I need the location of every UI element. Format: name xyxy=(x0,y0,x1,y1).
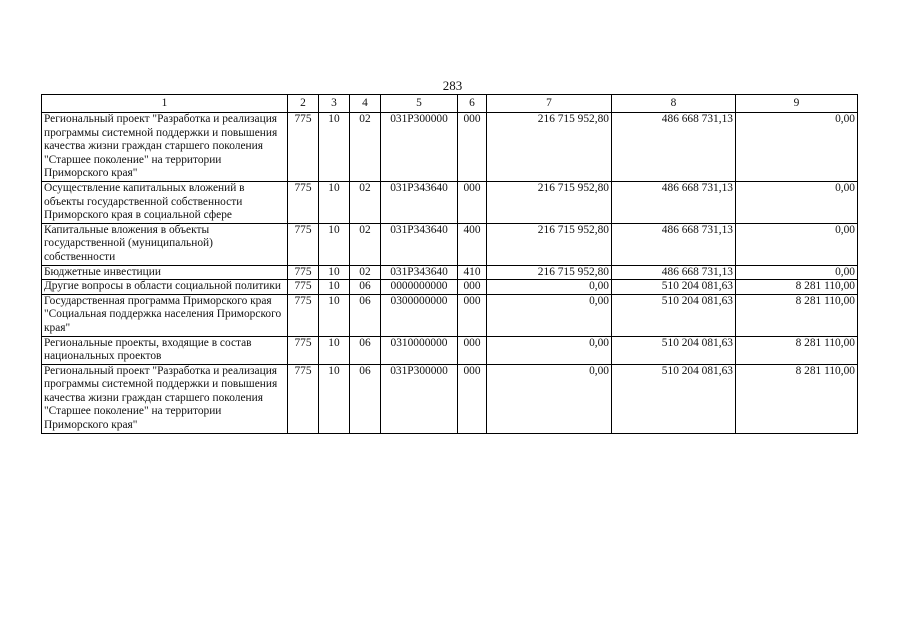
column-header: 1 xyxy=(42,95,288,113)
cell-c9: 0,00 xyxy=(736,181,858,223)
row-name: Капитальные вложения в объекты государственной (муниципальной) собственности xyxy=(42,223,288,265)
cell-c4: 02 xyxy=(350,265,381,280)
cell-c9: 8 281 110,00 xyxy=(736,280,858,295)
cell-c2: 775 xyxy=(288,265,319,280)
cell-c6: 400 xyxy=(458,223,487,265)
cell-c3: 10 xyxy=(319,181,350,223)
cell-c3: 10 xyxy=(319,280,350,295)
table-row xyxy=(42,336,858,364)
cell-c7: 0,00 xyxy=(487,336,612,364)
column-header: 3 xyxy=(319,95,350,113)
cell-c8: 486 668 731,13 xyxy=(612,265,736,280)
cell-c9: 0,00 xyxy=(736,265,858,280)
cell-c6: 410 xyxy=(458,265,487,280)
table-row xyxy=(42,181,858,223)
cell-c3: 10 xyxy=(319,113,350,182)
cell-c7: 0,00 xyxy=(487,364,612,433)
row-name: Государственная программа Приморского края "Социальная поддержка населения Приморского края" xyxy=(42,294,288,336)
column-header: 8 xyxy=(612,95,736,113)
cell-c4: 02 xyxy=(350,181,381,223)
cell-c5: 031P343640 xyxy=(381,223,458,265)
cell-c2: 775 xyxy=(288,113,319,182)
column-header: 7 xyxy=(487,95,612,113)
cell-c8: 510 204 081,63 xyxy=(612,280,736,295)
cell-c5: 0310000000 xyxy=(381,336,458,364)
cell-c5: 031P300000 xyxy=(381,113,458,182)
cell-c6: 000 xyxy=(458,294,487,336)
cell-c7: 0,00 xyxy=(487,280,612,295)
row-name: Осуществление капитальных вложений в объекты государственной собственности Приморского края в социальной сфере xyxy=(42,181,288,223)
table-row xyxy=(42,294,858,336)
column-header: 9 xyxy=(736,95,858,113)
row-name: Бюджетные инвестиции xyxy=(42,265,288,280)
column-header: 6 xyxy=(458,95,487,113)
cell-c9: 8 281 110,00 xyxy=(736,336,858,364)
header-row xyxy=(42,95,858,113)
cell-c2: 775 xyxy=(288,280,319,295)
budget-table xyxy=(41,94,858,434)
cell-c3: 10 xyxy=(319,265,350,280)
cell-c9: 0,00 xyxy=(736,223,858,265)
cell-c5: 031P343640 xyxy=(381,181,458,223)
cell-c4: 02 xyxy=(350,113,381,182)
row-name: Региональный проект "Разработка и реализация программы системной поддержки и повышения качества жизни граждан старшего поколения "Старшее поколение" на территории Приморского края" xyxy=(42,364,288,433)
cell-c4: 06 xyxy=(350,294,381,336)
cell-c6: 000 xyxy=(458,336,487,364)
cell-c3: 10 xyxy=(319,223,350,265)
cell-c9: 0,00 xyxy=(736,113,858,182)
cell-c8: 510 204 081,63 xyxy=(612,336,736,364)
cell-c8: 510 204 081,63 xyxy=(612,294,736,336)
table-row xyxy=(42,265,858,280)
cell-c8: 510 204 081,63 xyxy=(612,364,736,433)
column-header: 5 xyxy=(381,95,458,113)
cell-c4: 06 xyxy=(350,280,381,295)
column-header: 2 xyxy=(288,95,319,113)
cell-c7: 216 715 952,80 xyxy=(487,181,612,223)
cell-c7: 216 715 952,80 xyxy=(487,265,612,280)
cell-c8: 486 668 731,13 xyxy=(612,113,736,182)
cell-c7: 216 715 952,80 xyxy=(487,223,612,265)
cell-c3: 10 xyxy=(319,294,350,336)
cell-c5: 0000000000 xyxy=(381,280,458,295)
cell-c2: 775 xyxy=(288,181,319,223)
cell-c8: 486 668 731,13 xyxy=(612,181,736,223)
cell-c2: 775 xyxy=(288,223,319,265)
cell-c5: 031P343640 xyxy=(381,265,458,280)
cell-c2: 775 xyxy=(288,294,319,336)
cell-c4: 02 xyxy=(350,223,381,265)
column-header: 4 xyxy=(350,95,381,113)
cell-c2: 775 xyxy=(288,336,319,364)
cell-c7: 216 715 952,80 xyxy=(487,113,612,182)
cell-c3: 10 xyxy=(319,336,350,364)
cell-c6: 000 xyxy=(458,113,487,182)
cell-c6: 000 xyxy=(458,280,487,295)
cell-c2: 775 xyxy=(288,364,319,433)
cell-c6: 000 xyxy=(458,181,487,223)
cell-c9: 8 281 110,00 xyxy=(736,294,858,336)
cell-c5: 031P300000 xyxy=(381,364,458,433)
cell-c8: 486 668 731,13 xyxy=(612,223,736,265)
table-row xyxy=(42,364,858,433)
cell-c3: 10 xyxy=(319,364,350,433)
cell-c9: 8 281 110,00 xyxy=(736,364,858,433)
row-name: Региональные проекты, входящие в состав национальных проектов xyxy=(42,336,288,364)
table-row xyxy=(42,223,858,265)
row-name: Другие вопросы в области социальной политики xyxy=(42,280,288,295)
cell-c4: 06 xyxy=(350,336,381,364)
table-row xyxy=(42,113,858,182)
cell-c6: 000 xyxy=(458,364,487,433)
cell-c7: 0,00 xyxy=(487,294,612,336)
cell-c5: 0300000000 xyxy=(381,294,458,336)
page-number: 283 xyxy=(442,78,463,93)
row-name: Региональный проект "Разработка и реализация программы системной поддержки и повышения качества жизни граждан старшего поколения "Старшее поколение" на территории Приморского края" xyxy=(42,113,288,182)
cell-c4: 06 xyxy=(350,364,381,433)
table-row xyxy=(42,280,858,295)
